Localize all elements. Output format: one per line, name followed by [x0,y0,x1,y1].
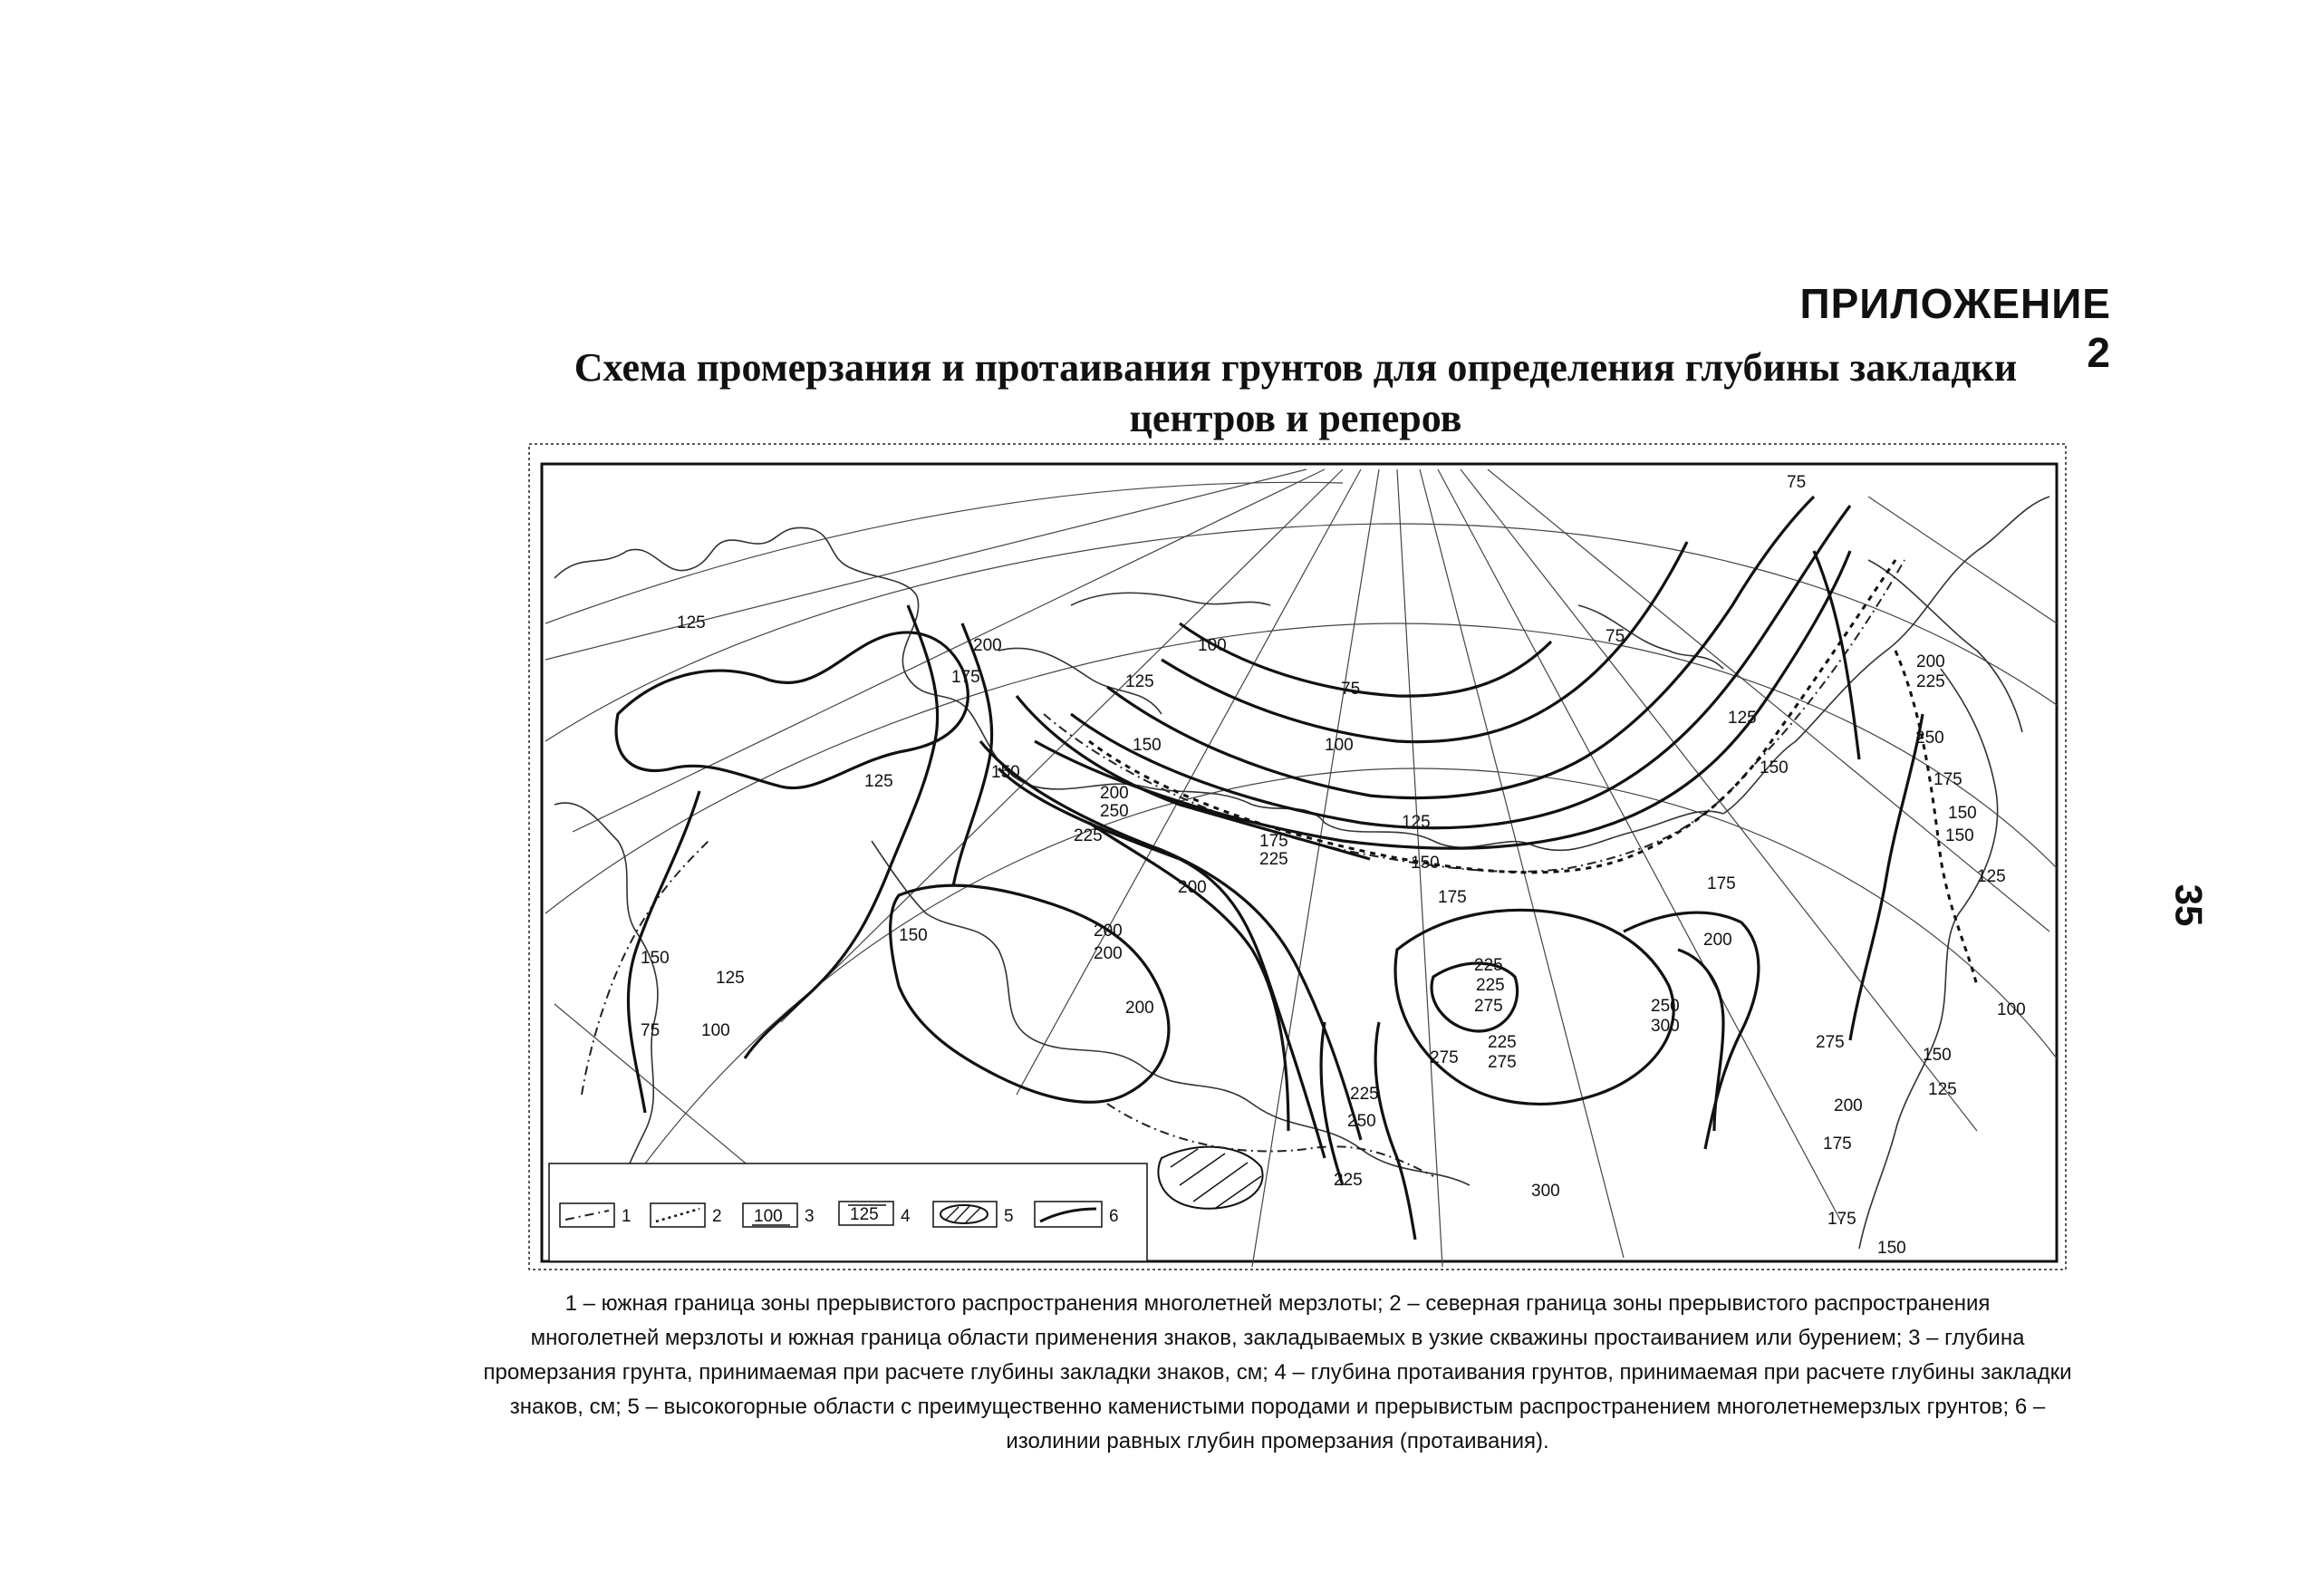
depth-label: 200 [1703,931,1732,950]
depth-label: 275 [1816,1033,1845,1052]
caption-line-5: изолинии равных глубин промерзания (протаивания). [1006,1429,1549,1453]
permafrost-map [527,442,2068,1271]
legend-key-4: 4 [901,1207,911,1226]
depth-label: 200 [1916,652,1945,671]
depth-label: 200 [1178,878,1207,897]
legend-key-1: 1 [622,1207,632,1226]
depth-label: 250 [1347,1112,1376,1131]
depth-label: 125 [1402,813,1431,832]
depth-label: 275 [1474,997,1503,1016]
depth-label: 300 [1531,1182,1560,1201]
depth-label: 75 [641,1021,661,1040]
depth-label: 150 [1133,736,1162,755]
depth-label: 100 [1198,636,1227,655]
depth-label: 150 [641,949,670,968]
map-title-line-2: центров и реперов [1129,396,1462,440]
legend-key-3: 3 [805,1207,815,1226]
depth-label: 150 [1923,1046,1952,1065]
depth-label: 250 [1100,802,1129,821]
legend-key-6: 6 [1109,1207,1119,1226]
depth-label: 150 [1760,758,1789,777]
caption-line-4: знаков, см; 5 – высокогорные области с преимущественно каменистыми породами и прерывистым распространением многолетнемерзлых грунтов; 6 – [509,1395,2046,1419]
depth-label: 150 [1948,804,1977,823]
legend-sample-4: 125 [850,1205,879,1224]
map-legend [549,1163,1147,1261]
depth-label: 200 [1834,1096,1863,1115]
depth-label: 100 [701,1021,730,1040]
depth-label: 125 [864,772,893,791]
depth-label: 175 [1933,770,1962,789]
depth-label: 150 [1411,854,1440,873]
depth-label: 125 [1125,672,1154,691]
legend-sample-3: 100 [754,1207,783,1226]
depth-label: 100 [1997,1000,2026,1019]
depth-label: 225 [1259,850,1288,869]
depth-label: 200 [1094,944,1123,963]
depth-label: 225 [1476,976,1505,995]
depth-label: 225 [1350,1085,1379,1104]
depth-label: 175 [1438,888,1467,907]
legend-key-5: 5 [1004,1207,1014,1226]
depth-label: 200 [1094,922,1123,941]
depth-label: 175 [1823,1134,1852,1154]
map-caption [426,1287,2129,1459]
caption-line-2: многолетней мерзлоты и южная граница области применения знаков, закладываемых в узкие скважины простаиванием или бурением; 3 – глубина [530,1326,2025,1350]
depth-label: 275 [1488,1053,1517,1072]
depth-label: 150 [1877,1239,1906,1258]
depth-label: 125 [1928,1080,1957,1099]
depth-label: 225 [1488,1033,1517,1052]
depth-label: 225 [1074,826,1103,845]
depth-label: 75 [1787,473,1807,492]
depth-label: 150 [991,763,1020,782]
depth-label: 175 [1707,874,1736,893]
depth-label: 225 [1474,956,1503,975]
depth-label: 175 [951,668,980,687]
depth-label: 125 [716,969,745,988]
depth-label: 225 [1334,1171,1363,1190]
depth-label: 300 [1651,1017,1680,1036]
depth-label: 200 [1100,784,1129,803]
depth-label: 250 [1651,997,1680,1016]
depth-label: 125 [1728,709,1757,728]
depth-label: 200 [1125,999,1154,1018]
map-canvas [527,442,2068,1271]
depth-label: 175 [1259,832,1288,851]
depth-label: 150 [899,926,928,945]
depth-label: 225 [1916,672,1945,691]
depth-label: 75 [1606,627,1625,646]
depth-label: 125 [677,613,706,632]
depth-label: 250 [1915,729,1944,748]
depth-label: 100 [1325,736,1354,755]
depth-label: 125 [1977,867,2006,886]
page-number: 35 [2167,883,2211,927]
depth-label: 75 [1341,680,1361,699]
legend-key-2: 2 [712,1207,722,1226]
caption-line-3: промерзания грунта, принимаемая при расчете глубины закладки знаков, см; 4 – глубина протаивания грунтов, принимаемая при расчете глубины закладки [483,1360,2072,1385]
depth-label: 275 [1430,1048,1459,1067]
appendix-heading: ПРИЛОЖЕНИЕ 2 [1799,280,2111,376]
depth-label: 200 [973,636,1002,655]
caption-line-1: 1 – южная граница зоны прерывистого распространения многолетней мерзлоты; 2 – северная граница зоны прерывистого распространения [564,1291,1991,1316]
depth-label: 175 [1827,1210,1856,1229]
depth-label: 150 [1945,826,1974,845]
map-title [507,343,2084,444]
map-title-line-1: Схема промерзания и протаивания грунтов для определения глубины закладки [574,345,2018,390]
